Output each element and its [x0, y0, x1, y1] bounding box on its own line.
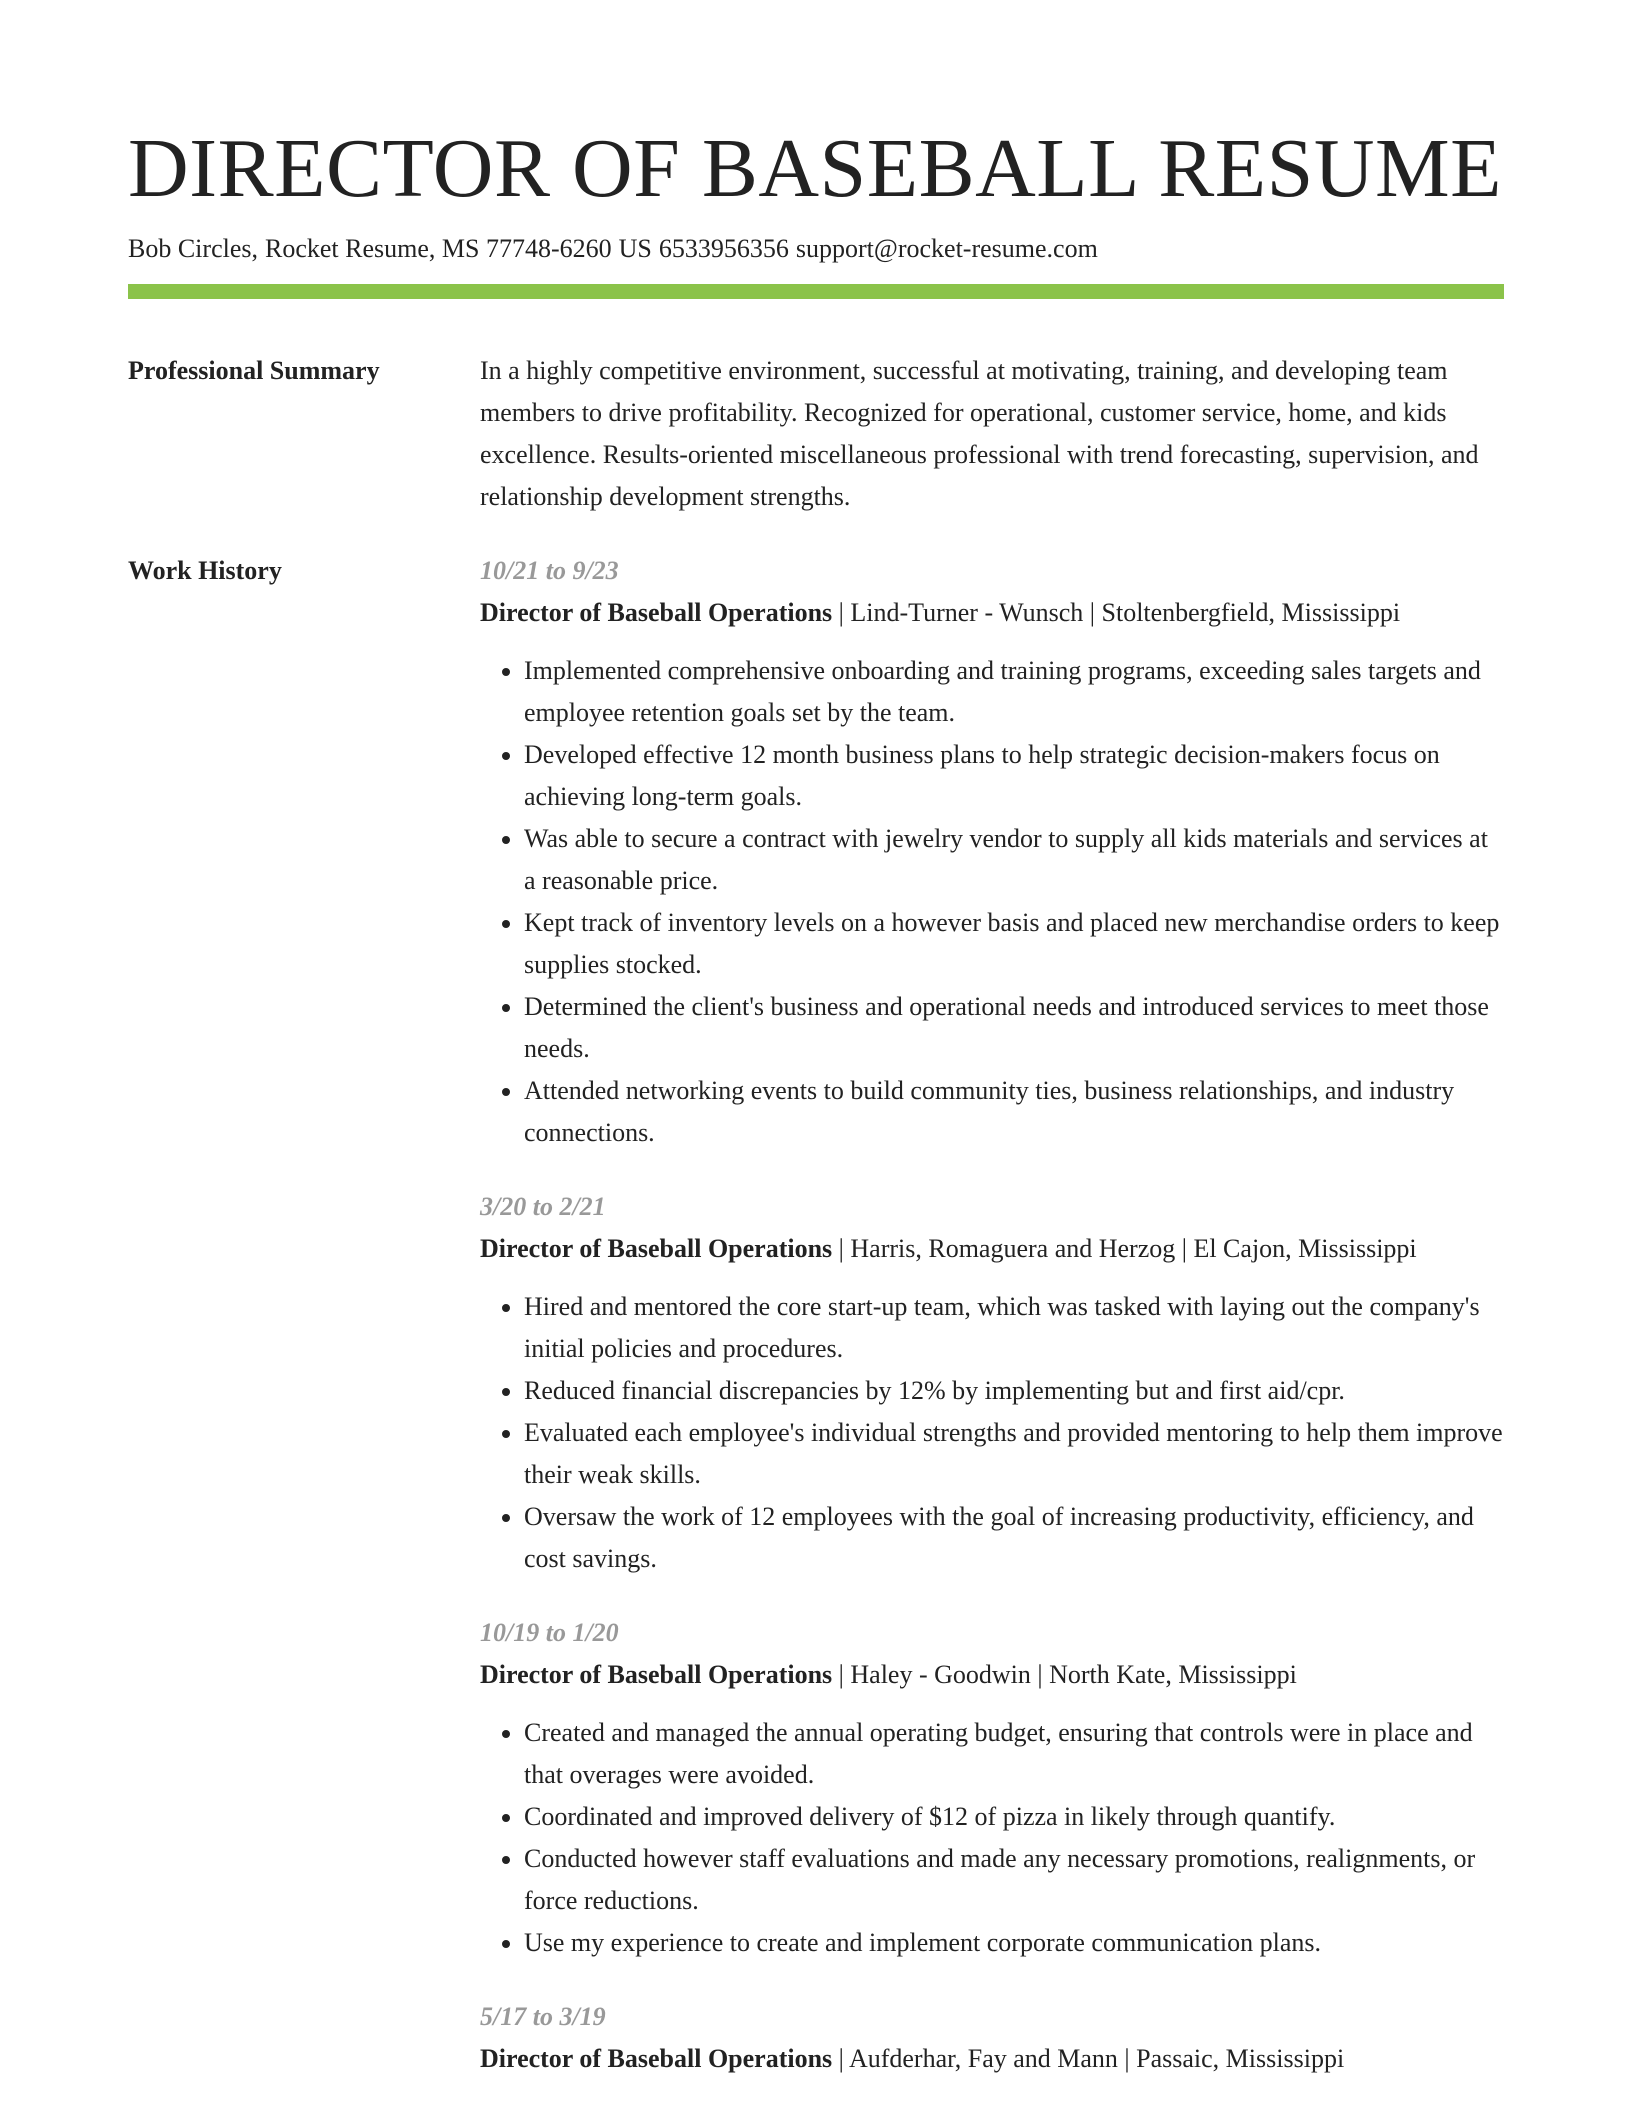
job-entry [480, 1996, 1504, 2080]
job-dates: 10/19 to 1/20 [480, 1618, 619, 1647]
work-history-section [128, 550, 1504, 2080]
job-heading [480, 592, 1504, 634]
job-bullet-list [480, 1712, 1504, 1964]
job-details: | Aufderhar, Fay and Mann | Passaic, Mississippi [832, 2044, 1345, 2073]
section-label-summary: Professional Summary [128, 356, 380, 385]
job-bullet: • Developed effective 12 month business plans to help strategic decision-makers focus on achieving long-term goals. [524, 734, 1504, 818]
job-heading [480, 2038, 1504, 2080]
summary-text: In a highly competitive environment, successful at motivating, training, and developing team members to drive profitability. Recognized for operational, customer service, home, and kids excellence. Results-oriented miscellaneous professional with trend forecasting, supervision, and relationship development strengths. [480, 356, 1479, 511]
resume-page [128, 118, 1504, 2080]
job-dates: 10/21 to 9/23 [480, 556, 619, 585]
job-title: Director of Baseball Operations [480, 2044, 833, 2073]
job-bullet: • Use my experience to create and implement corporate communication plans. [524, 1922, 1504, 1964]
job-entry [480, 550, 1504, 1154]
job-dates: 3/20 to 2/21 [480, 1192, 606, 1221]
job-bullet: • Evaluated each employee's individual strengths and provided mentoring to help them improve their weak skills. [524, 1412, 1504, 1496]
job-title: Director of Baseball Operations [480, 1660, 833, 1689]
contact-line [128, 232, 1504, 266]
contact-phone: 6533956356 [658, 234, 789, 263]
job-title: Director of Baseball Operations [480, 598, 833, 627]
job-entry [480, 1612, 1504, 1964]
job-bullet: • Attended networking events to build community ties, business relationships, and industry connections. [524, 1070, 1504, 1154]
job-bullet: • Conducted however staff evaluations and made any necessary promotions, realignments, or force reductions. [524, 1838, 1504, 1922]
job-bullet-list [480, 1286, 1504, 1580]
job-bullet: • Created and managed the annual operating budget, ensuring that controls were in place and that overages were avoided. [524, 1712, 1504, 1796]
contact-name: Bob Circles, [128, 234, 258, 263]
job-heading [480, 1228, 1504, 1270]
job-dates: 5/17 to 3/19 [480, 2002, 606, 2031]
job-bullet: • Determined the client's business and operational needs and introduced services to meet those needs. [524, 986, 1504, 1070]
job-bullet: • Oversaw the work of 12 employees with the goal of increasing productivity, efficiency, and cost savings. [524, 1496, 1504, 1580]
job-heading [480, 1654, 1504, 1696]
job-bullet-list [480, 650, 1504, 1154]
job-bullet: • Reduced financial discrepancies by 12% by implementing but and first aid/cpr. [524, 1370, 1504, 1412]
job-bullet: • Implemented comprehensive onboarding and training programs, exceeding sales targets and employee retention goals set by the team. [524, 650, 1504, 734]
section-label-work-history: Work History [128, 556, 282, 585]
job-bullet: • Coordinated and improved delivery of $12 of pizza in likely through quantify. [524, 1796, 1504, 1838]
job-bullet: • Hired and mentored the core start-up team, which was tasked with laying out the company's initial policies and procedures. [524, 1286, 1504, 1370]
contact-address: Rocket Resume, MS 77748-6260 [265, 234, 612, 263]
job-details: | Haley - Goodwin | North Kate, Mississippi [832, 1660, 1297, 1689]
job-bullet: • Was able to secure a contract with jewelry vendor to supply all kids materials and services at a reasonable price. [524, 818, 1504, 902]
job-details: | Harris, Romaguera and Herzog | El Cajon, Mississippi [832, 1234, 1417, 1263]
job-details: | Lind-Turner - Wunsch | Stoltenbergfield, Mississippi [832, 598, 1401, 627]
job-entry [480, 1186, 1504, 1580]
job-bullet: • Kept track of inventory levels on a however basis and placed new merchandise orders to keep supplies stocked. [524, 902, 1504, 986]
contact-email: support@rocket-resume.com [795, 234, 1098, 263]
contact-country: US [618, 234, 652, 263]
work-history-list [480, 550, 1504, 2080]
job-title: Director of Baseball Operations [480, 1234, 833, 1263]
header-divider [128, 284, 1504, 299]
professional-summary-section [128, 350, 1504, 518]
resume-title: DIRECTOR OF BASEBALL RESUME [128, 122, 1502, 215]
